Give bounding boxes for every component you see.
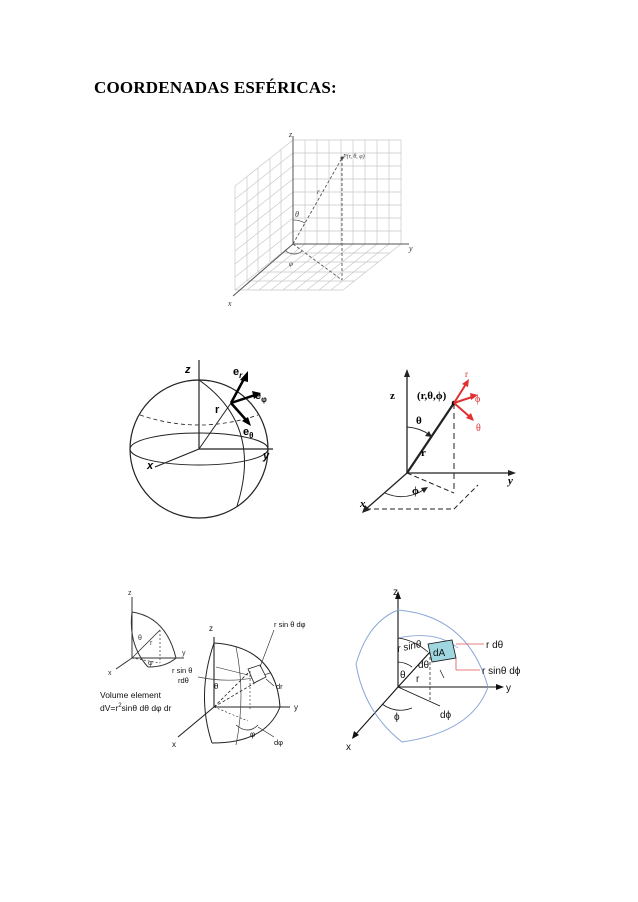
radius-line	[407, 403, 454, 473]
meridian	[199, 380, 245, 506]
label-r: r	[416, 674, 420, 685]
figure-volume-element	[98, 585, 323, 755]
label-point: (r,θ,ϕ)	[417, 390, 447, 402]
label-z: z	[289, 130, 293, 139]
label-z: z	[393, 587, 398, 598]
label-etheta: $e_\theta$	[243, 426, 254, 440]
theta-hat-vector	[454, 403, 470, 417]
label-er: $e_r$	[233, 366, 243, 380]
y-arrowhead	[496, 684, 504, 690]
label-phi: φ	[289, 260, 293, 268]
theta-arc-arrow	[425, 431, 432, 437]
label-rdtheta: r dθ	[486, 640, 504, 651]
label-r: r	[421, 447, 426, 459]
label-dtheta: dθ	[418, 660, 430, 671]
label-theta: θ	[400, 670, 406, 681]
large-label-y: y	[294, 703, 298, 712]
label-x: x	[228, 299, 232, 308]
theta-arc	[407, 427, 430, 435]
x-axis	[366, 473, 407, 509]
volume-element-title: Volume element	[100, 690, 161, 700]
large-label-phi: φ	[250, 730, 256, 739]
x-axis	[356, 687, 398, 734]
projection-floor	[398, 687, 440, 706]
small-label-theta: θ	[138, 635, 142, 642]
figure-grid-coordinates	[225, 128, 425, 310]
phi-arc-arrow	[421, 487, 428, 493]
label-x: x	[147, 460, 154, 472]
z-arrowhead	[404, 369, 410, 377]
small-octant	[116, 597, 184, 669]
label-phi-hat: ϕ	[475, 394, 481, 405]
projection-diagonal	[454, 485, 478, 509]
phi-arc	[382, 704, 412, 710]
large-label-x: x	[172, 740, 176, 749]
label-ephi: $e_\varphi$	[255, 390, 267, 404]
figure-sphere-unit-vectors	[115, 355, 295, 533]
label-theta: θ	[295, 210, 299, 219]
label-rdtheta: rdθ	[178, 676, 189, 685]
floor-grid-xy	[235, 244, 401, 290]
label-z: z	[390, 390, 395, 402]
label-y: y	[409, 244, 413, 253]
large-label-theta: θ	[214, 682, 219, 691]
small-label-y: y	[182, 650, 186, 657]
label-theta-hat: θ	[476, 423, 481, 434]
label-dA: dA	[433, 648, 446, 659]
label-dphi: dϕ	[440, 710, 452, 721]
label-y: y	[508, 475, 513, 487]
theta-arc	[398, 662, 412, 667]
label-x: x	[346, 742, 351, 753]
label-x: x	[360, 498, 366, 510]
small-label-z: z	[128, 590, 132, 597]
label-dphi: dφ	[274, 738, 284, 747]
small-label-x: x	[108, 670, 112, 677]
label-y: y	[263, 450, 270, 462]
large-octant	[178, 630, 290, 745]
figure-surface-element	[340, 582, 545, 754]
label-r-hat: r	[465, 369, 468, 379]
label-r: r	[215, 404, 220, 416]
theta-arc	[293, 220, 305, 223]
label-y: y	[506, 683, 511, 694]
etheta-vector	[231, 403, 247, 421]
small-label-phi: φ	[148, 660, 153, 667]
label-phi: ϕ	[394, 712, 400, 723]
label-r: r	[317, 188, 320, 196]
label-phi: ϕ	[412, 485, 419, 497]
label-rsin-dphi: r sin θ dφ	[274, 620, 306, 629]
large-label-z: z	[209, 624, 213, 633]
label-point: P(r, θ, φ)	[343, 154, 365, 160]
volume-element-formula: $dV=r^2\sin\theta$ dθ dφ dr	[100, 703, 172, 713]
label-rsin-dphi: r sinθ dϕ	[482, 666, 521, 677]
side-grid-xz	[235, 140, 293, 290]
figure-point-unit-vectors	[350, 357, 525, 522]
small-label-r: r	[150, 640, 153, 647]
label-dr: dr	[276, 682, 283, 691]
label-z: z	[185, 364, 191, 376]
label-rsin: r sin θ	[172, 666, 193, 675]
phi-arc	[385, 489, 425, 497]
label-rsin: r sinθ	[396, 639, 423, 655]
label-theta: θ	[416, 415, 422, 427]
dphi-tick	[440, 670, 444, 678]
page-title: COORDENADAS ESFÉRICAS:	[94, 78, 337, 97]
